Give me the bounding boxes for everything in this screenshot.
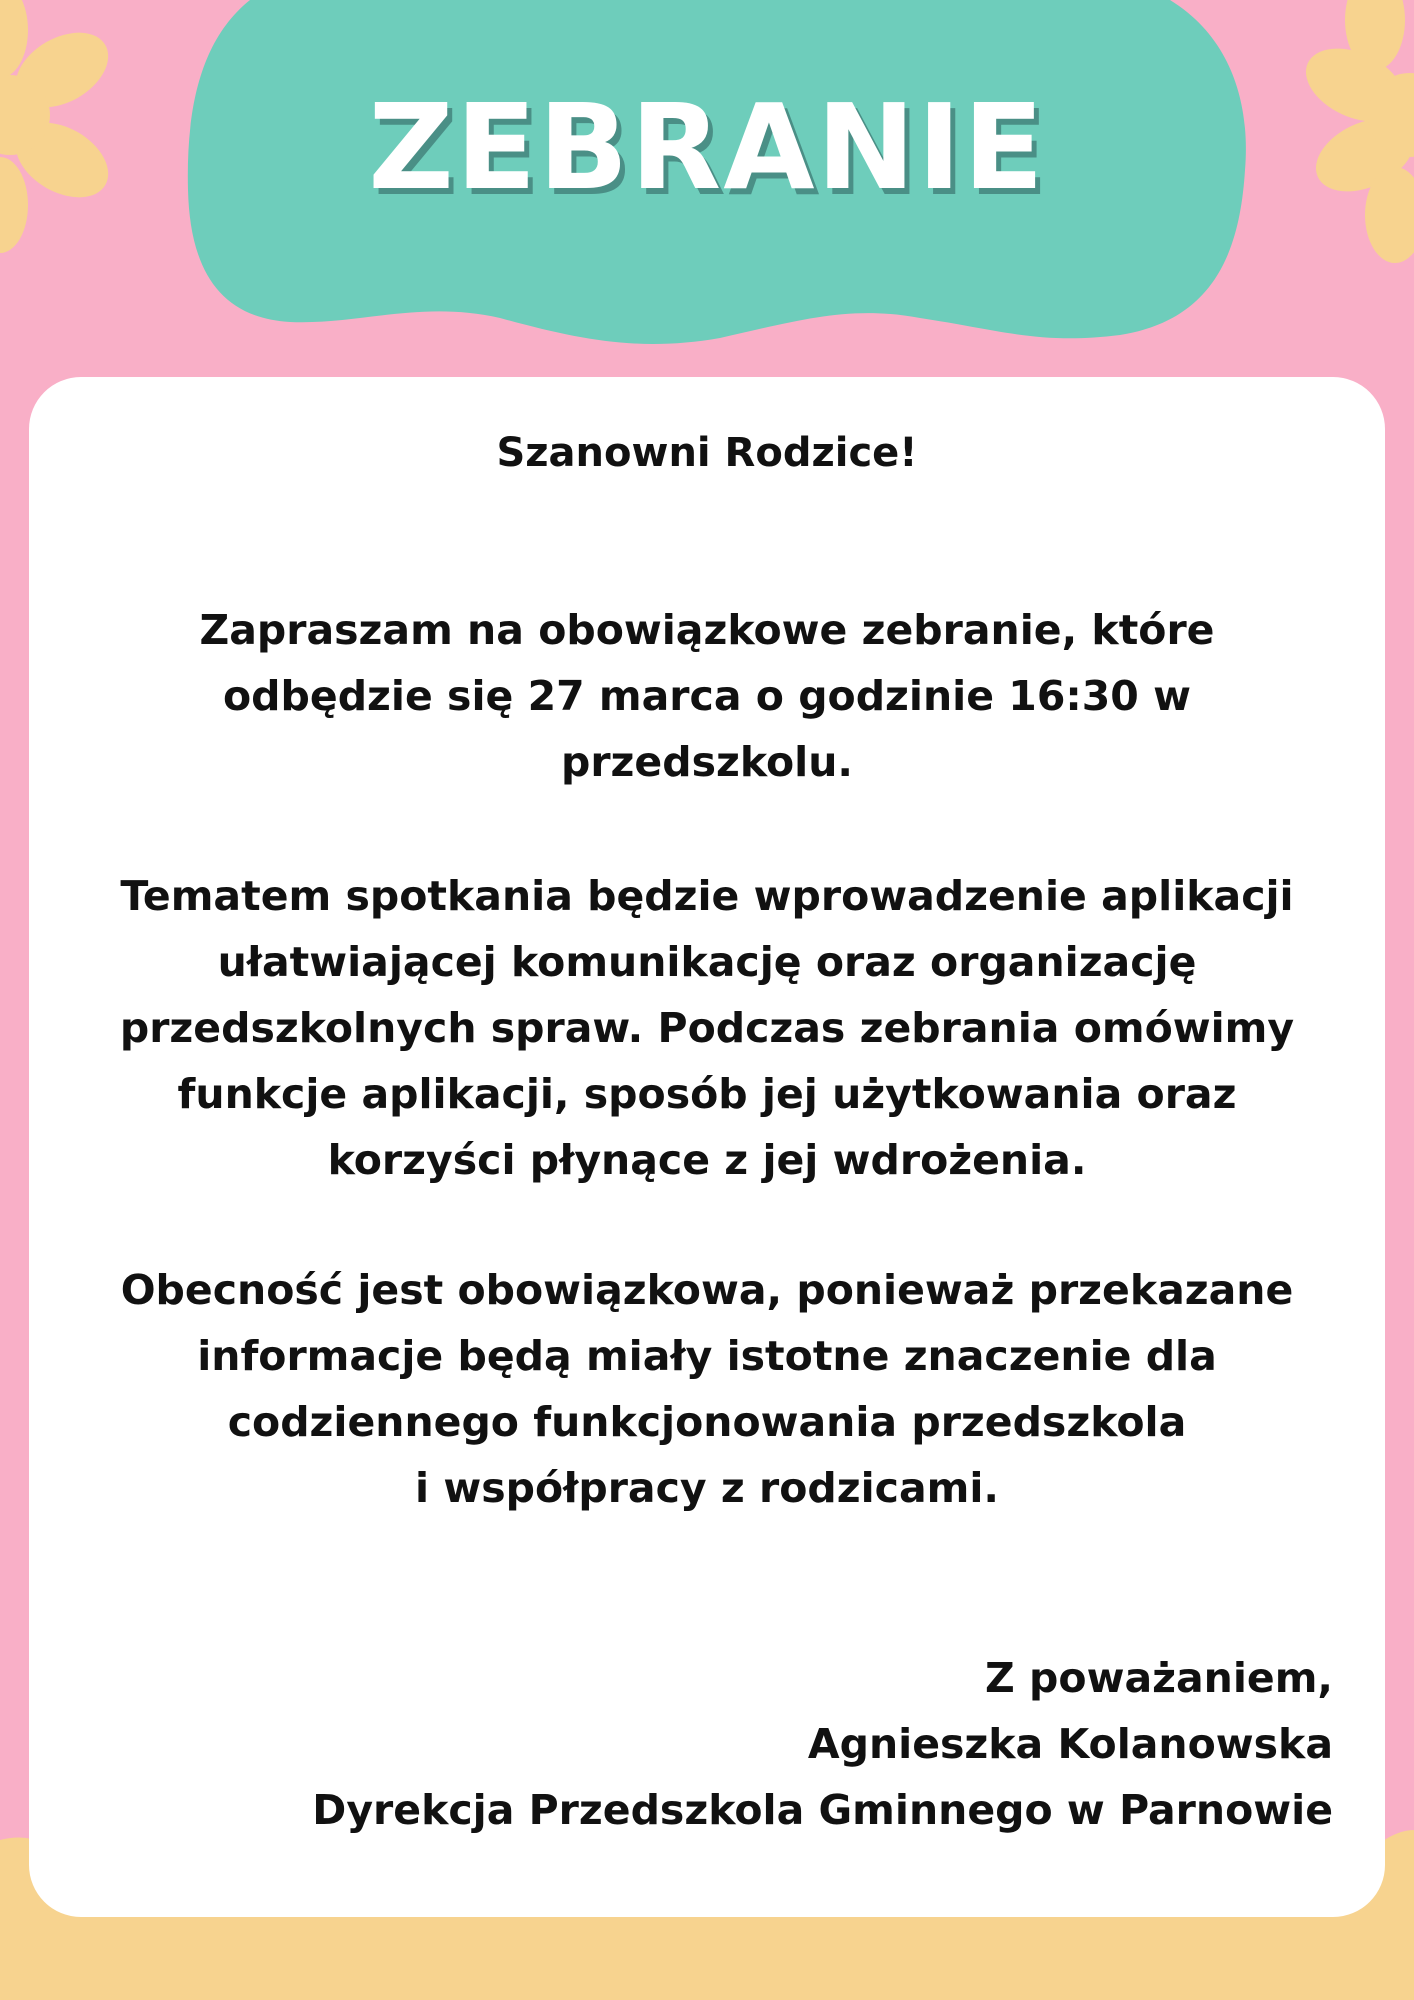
- paragraph-line: Tematem spotkania będzie wprowadzenie aplikacji: [120, 872, 1294, 920]
- paragraph-line: i współpracy z rodzicami.: [415, 1464, 999, 1512]
- paragraph-topic: [69, 863, 1345, 1193]
- paragraph-line: ułatwiającej komunikację oraz organizację: [217, 938, 1197, 986]
- paragraph-line: codziennego funkcjonowania przedszkola: [227, 1398, 1187, 1446]
- signature-closing: Z poważaniem,: [985, 1654, 1333, 1702]
- paragraph-line: Zapraszam na obowiązkowe zebranie, które: [199, 606, 1215, 654]
- paragraph-attendance: [69, 1257, 1345, 1521]
- signature-block: [312, 1645, 1333, 1843]
- signature-name: Agnieszka Kolanowska: [807, 1720, 1333, 1768]
- greeting: Szanowni Rodzice!: [496, 430, 918, 476]
- signature-organization: Dyrekcja Przedszkola Gminnego w Parnowie: [312, 1786, 1333, 1834]
- paragraph-line: odbędzie się 27 marca o godzinie 16:30 w: [223, 672, 1191, 720]
- paragraph-invitation: [69, 597, 1345, 795]
- paragraph-line: przedszkolu.: [560, 738, 853, 786]
- paragraph-line: Obecność jest obowiązkowa, ponieważ przekazane: [120, 1266, 1294, 1314]
- paragraph-line: przedszkolnych spraw. Podczas zebrania omówimy: [119, 1004, 1295, 1052]
- page-title: ZEBRANIE: [368, 78, 1046, 216]
- paragraph-line: informacje będą miały istotne znaczenie dla: [197, 1332, 1217, 1380]
- paragraph-line: funkcje aplikacji, sposób jej użytkowania oraz: [177, 1070, 1237, 1118]
- letter-card: [29, 377, 1385, 1917]
- paragraph-line: korzyści płynące z jej wdrożenia.: [327, 1136, 1087, 1184]
